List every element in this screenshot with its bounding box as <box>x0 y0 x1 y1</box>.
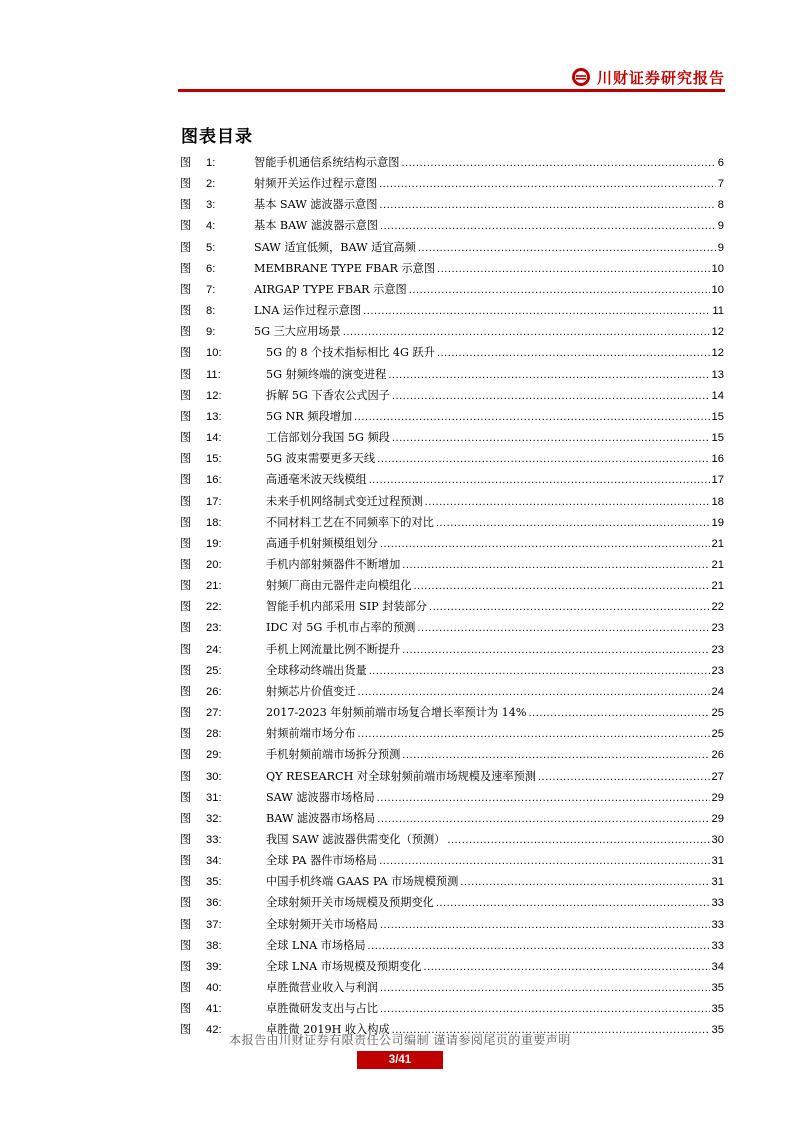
figure-title: 全球 PA 器件市场格局 <box>266 854 378 868</box>
figure-title: 卓胜微营业收入与利润 <box>266 981 378 995</box>
figure-prefix: 图 <box>180 1023 192 1037</box>
figure-title: 手机内部射频器件不断增加 <box>266 557 401 571</box>
figure-prefix: 图 <box>180 642 192 656</box>
dot-leader <box>363 301 710 322</box>
figure-number: 16: <box>206 474 222 487</box>
figure-prefix: 图 <box>180 1002 192 1016</box>
toc-entry[interactable] <box>180 914 724 935</box>
figure-number: 38: <box>206 939 222 952</box>
toc-entry[interactable] <box>180 342 724 363</box>
page-number: 25 <box>711 707 724 720</box>
toc-entry[interactable] <box>180 427 724 448</box>
figure-prefix: 图 <box>180 833 192 846</box>
dot-leader <box>377 788 710 809</box>
toc-entry[interactable] <box>180 406 724 427</box>
figure-number: 1: <box>206 157 216 169</box>
page-number: 29 <box>711 791 724 804</box>
page-number: 10 <box>711 262 724 275</box>
figure-title: 射频前端市场分布 <box>266 727 356 741</box>
dot-leader <box>358 724 710 745</box>
figure-number: 35: <box>206 876 222 889</box>
page-number: 24 <box>711 685 724 698</box>
figure-prefix: 图 <box>180 706 192 720</box>
page-number: 15 <box>711 432 724 445</box>
figure-number: 37: <box>206 918 222 931</box>
figure-prefix: 图 <box>180 557 192 571</box>
figure-number: 30: <box>206 770 222 783</box>
figure-title: 全球 LNA 市场规模及预期变化 <box>266 959 422 973</box>
dot-leader <box>402 745 709 766</box>
page-number: 23 <box>711 643 724 656</box>
figure-number: 32: <box>206 812 222 825</box>
figure-title: 智能手机内部采用 SIP 封装部分 <box>266 600 427 614</box>
figure-number: 29: <box>206 749 222 762</box>
figure-title: AIRGAP TYPE FBAR 示意图 <box>254 282 407 296</box>
figure-title: 手机上网流量比例不断提升 <box>266 642 401 656</box>
dot-leader <box>402 640 709 661</box>
toc-entry[interactable] <box>180 533 724 554</box>
dot-leader <box>380 216 716 237</box>
dot-leader <box>377 809 709 830</box>
figure-prefix: 图 <box>180 981 192 995</box>
page-indicator: 3/41 <box>357 1051 443 1069</box>
figure-title: BAW 滤波器市场格局 <box>266 811 376 825</box>
page-number: 6 <box>717 157 724 169</box>
dot-leader <box>447 830 709 851</box>
figure-number: 12: <box>206 389 222 402</box>
dot-leader <box>368 936 710 957</box>
page-number: 13 <box>711 368 724 381</box>
dot-leader <box>437 259 710 280</box>
toc-entry[interactable] <box>180 744 724 765</box>
figure-title: 全球 LNA 市场格局 <box>266 938 366 952</box>
page-number: 33 <box>711 939 724 952</box>
figure-title: 5G NR 频段增加 <box>266 409 353 423</box>
figure-number: 17: <box>206 495 222 508</box>
figure-prefix: 图 <box>180 177 192 191</box>
dot-leader <box>429 597 710 618</box>
figure-prefix: 图 <box>180 663 192 677</box>
page-number: 8 <box>717 199 724 212</box>
toc-entry[interactable] <box>180 702 724 723</box>
toc-title: 图表目录 <box>181 127 253 147</box>
figure-number: 25: <box>206 664 222 677</box>
page-number: 7 <box>717 178 724 191</box>
page-number: 22 <box>711 601 724 614</box>
dot-leader <box>379 174 716 195</box>
figure-prefix: 图 <box>180 346 192 360</box>
figure-prefix: 图 <box>180 409 192 423</box>
figure-number: 39: <box>206 960 222 973</box>
dot-leader <box>388 365 709 386</box>
figure-prefix: 图 <box>180 579 192 593</box>
dot-leader <box>380 534 710 555</box>
toc-entry[interactable] <box>180 279 724 300</box>
figure-title: 未来手机网络制式变迁过程预测 <box>266 494 423 508</box>
figure-prefix: 图 <box>180 282 192 296</box>
figure-title: 基本 BAW 滤波器示意图 <box>254 219 378 233</box>
figure-number: 23: <box>206 622 222 635</box>
figure-number: 40: <box>206 982 222 995</box>
figure-number: 24: <box>206 643 222 656</box>
toc-entry[interactable] <box>180 660 724 681</box>
figure-number: 27: <box>206 707 222 720</box>
toc-entry[interactable] <box>180 871 724 892</box>
toc-entry[interactable] <box>180 956 724 977</box>
toc-list <box>180 152 724 1041</box>
toc-entry[interactable] <box>180 385 724 406</box>
figure-prefix: 图 <box>180 769 192 783</box>
figure-title: 高通手机射频模组划分 <box>266 536 378 550</box>
figure-title: SAW 适宜低频，BAW 适宜高频 <box>254 240 416 254</box>
figure-title: 全球射频开关市场规模及预期变化 <box>266 896 434 910</box>
page-number: 16 <box>711 453 724 466</box>
figure-title: 中国手机终端 GAAS PA 市场规模预测 <box>266 875 459 889</box>
figure-number: 18: <box>206 516 222 529</box>
figure-number: 13: <box>206 410 222 423</box>
header-brand <box>571 63 725 91</box>
page-number: 9 <box>717 220 724 233</box>
figure-title: QY RESEARCH 对全球射频前端市场规模及速率预测 <box>266 769 536 783</box>
toc-entry[interactable] <box>180 448 724 469</box>
figure-prefix: 图 <box>180 494 192 508</box>
dot-leader <box>423 957 709 978</box>
dot-leader <box>354 407 709 428</box>
toc-entry[interactable] <box>180 512 724 533</box>
page-number: 21 <box>711 537 724 550</box>
figure-title: 卓胜微 2019H 收入构成 <box>266 1023 390 1037</box>
toc-entry[interactable] <box>180 152 724 173</box>
dot-leader <box>436 513 710 534</box>
figure-prefix: 图 <box>180 261 192 275</box>
toc-entry[interactable] <box>180 596 724 617</box>
figure-title: 智能手机通信系统结构示意图 <box>254 156 400 169</box>
toc-entry[interactable] <box>180 892 724 913</box>
figure-number: 14: <box>206 432 222 445</box>
figure-title: 不同材料工艺在不同频率下的对比 <box>266 515 434 529</box>
figure-number: 8: <box>206 305 216 318</box>
figure-prefix: 图 <box>180 536 192 550</box>
figure-title: 射频厂商由元器件走向模组化 <box>266 579 412 593</box>
dot-leader <box>343 322 710 343</box>
figure-number: 36: <box>206 897 222 910</box>
figure-title: 5G 的 8 个技术指标相比 4G 跃升 <box>266 346 435 360</box>
toc-entry[interactable] <box>180 766 724 787</box>
figure-title: 5G 波束需要更多天线 <box>266 452 376 466</box>
figure-prefix: 图 <box>180 304 192 318</box>
toc-entry[interactable] <box>180 491 724 512</box>
toc-entry[interactable] <box>180 681 724 702</box>
figure-prefix: 图 <box>180 727 192 741</box>
figure-title: 5G 三大应用场景 <box>254 325 341 339</box>
figure-number: 31: <box>206 791 222 804</box>
figure-number: 6: <box>206 262 216 275</box>
figure-title: 5G 射频终端的演变进程 <box>266 367 387 381</box>
page-number: 17 <box>711 474 724 487</box>
figure-title: 卓胜微研发支出与占比 <box>266 1002 378 1016</box>
dot-leader <box>380 999 710 1020</box>
page-number: 11 <box>712 305 724 318</box>
page-number: 18 <box>711 495 724 508</box>
figure-prefix: 图 <box>180 621 192 635</box>
figure-number: 2: <box>206 178 216 191</box>
figure-prefix: 图 <box>180 917 192 931</box>
figure-title: 全球移动终端出货量 <box>266 663 367 677</box>
toc-entry[interactable] <box>180 639 724 660</box>
dot-leader <box>380 915 710 936</box>
figure-title: SAW 滤波器市场格局 <box>266 790 375 804</box>
footer-disclaimer: 本报告由川财证券有限责任公司编制 谨请参阅尾页的重要声明 <box>229 1033 571 1047</box>
toc-entry[interactable] <box>180 321 724 342</box>
figure-number: 15: <box>206 453 222 466</box>
dot-leader <box>379 195 715 216</box>
figure-title: 2017-2023 年射频前端市场复合增长率预计为 14% <box>266 706 527 720</box>
figure-prefix: 图 <box>180 875 192 889</box>
figure-prefix: 图 <box>180 156 192 169</box>
dot-leader <box>401 153 715 174</box>
page-number: 23 <box>711 664 724 677</box>
page-number: 12 <box>711 326 724 339</box>
dot-leader <box>437 343 710 364</box>
page-number: 10 <box>711 283 724 296</box>
dot-leader <box>369 470 710 491</box>
page-number: 21 <box>711 580 724 593</box>
figure-title: 高通毫米波天线模组 <box>266 473 367 487</box>
page-number: 9 <box>717 241 724 254</box>
page-number: 25 <box>711 728 724 741</box>
dot-leader <box>409 280 710 301</box>
figure-title: 射频开关运作过程示意图 <box>254 177 378 191</box>
figure-prefix: 图 <box>180 325 192 339</box>
figure-prefix: 图 <box>180 367 192 381</box>
page-number: 34 <box>711 960 724 973</box>
toc-entry[interactable] <box>180 829 724 850</box>
toc-entry[interactable] <box>180 723 724 744</box>
page-number: 29 <box>711 812 724 825</box>
figure-title: 拆解 5G 下香农公式因子 <box>266 388 390 402</box>
dot-leader <box>425 492 710 513</box>
figure-number: 20: <box>206 558 222 571</box>
dot-leader <box>392 386 710 407</box>
figure-prefix: 图 <box>180 854 192 868</box>
figure-prefix: 图 <box>180 473 192 487</box>
toc-entry[interactable] <box>180 258 724 279</box>
page-number: 33 <box>711 918 724 931</box>
figure-number: 4: <box>206 220 216 233</box>
toc-entry[interactable] <box>180 469 724 490</box>
figure-prefix: 图 <box>180 219 192 233</box>
toc-entry[interactable] <box>180 977 724 998</box>
figure-number: 41: <box>206 1003 222 1016</box>
page-number: 26 <box>711 749 724 762</box>
dot-leader <box>380 978 710 999</box>
figure-prefix: 图 <box>180 748 192 762</box>
figure-prefix: 图 <box>180 388 192 402</box>
dot-leader <box>379 851 709 872</box>
dot-leader <box>358 682 710 703</box>
toc-entry[interactable] <box>180 575 724 596</box>
figure-title: 工信部划分我国 5G 频段 <box>266 431 390 445</box>
figure-prefix: 图 <box>180 515 192 529</box>
figure-number: 22: <box>206 601 222 614</box>
figure-number: 28: <box>206 728 222 741</box>
toc-entry[interactable] <box>180 364 724 385</box>
page-number: 31 <box>711 876 724 889</box>
figure-number: 9: <box>206 326 216 339</box>
dot-leader <box>436 893 710 914</box>
dot-leader <box>369 661 710 682</box>
figure-prefix: 图 <box>180 896 192 910</box>
page-number: 15 <box>711 410 724 423</box>
page-number: 14 <box>711 389 724 402</box>
figure-prefix: 图 <box>180 790 192 804</box>
page-number: 27 <box>711 770 724 783</box>
page-number: 12 <box>711 347 724 360</box>
figure-number: 7: <box>206 283 216 296</box>
toc-entry[interactable] <box>180 194 724 215</box>
dot-leader <box>529 703 710 724</box>
brand-name: 川财证券研究报告 <box>596 68 725 87</box>
figure-prefix: 图 <box>180 811 192 825</box>
dot-leader <box>392 428 710 449</box>
toc-entry[interactable] <box>180 617 724 638</box>
dot-leader <box>377 449 709 470</box>
figure-prefix: 图 <box>180 198 192 212</box>
page-number: 19 <box>711 516 724 529</box>
figure-prefix: 图 <box>180 938 192 952</box>
dot-leader <box>460 872 709 893</box>
toc-entry[interactable] <box>180 300 724 321</box>
page-number: 35 <box>711 1024 724 1037</box>
toc-entry[interactable] <box>180 808 724 829</box>
figure-number: 5: <box>206 241 216 254</box>
dot-leader <box>413 576 709 597</box>
page-number: 31 <box>711 855 724 868</box>
figure-title: 全球射频开关市场格局 <box>266 917 378 931</box>
toc-entry[interactable] <box>180 935 724 956</box>
figure-prefix: 图 <box>180 240 192 254</box>
toc-entry[interactable] <box>180 173 724 194</box>
toc-entry[interactable] <box>180 998 724 1019</box>
chuancai-logo-icon <box>571 67 591 87</box>
dot-leader <box>538 767 710 788</box>
figure-title: 我国 SAW 滤波器供需变化（预测） <box>266 833 446 846</box>
toc-entry[interactable] <box>180 850 724 871</box>
figure-title: 基本 SAW 滤波器示意图 <box>254 198 378 212</box>
figure-number: 10: <box>206 347 222 360</box>
figure-prefix: 图 <box>180 600 192 614</box>
toc-entry[interactable] <box>180 554 724 575</box>
page-number: 21 <box>711 558 724 571</box>
figure-prefix: 图 <box>180 959 192 973</box>
figure-number: 42: <box>206 1024 222 1037</box>
figure-title: 射频芯片价值变迁 <box>266 684 356 698</box>
figure-number: 19: <box>206 537 222 550</box>
figure-prefix: 图 <box>180 452 192 466</box>
figure-title: 手机射频前端市场拆分预测 <box>266 748 401 762</box>
figure-number: 26: <box>206 685 222 698</box>
figure-number: 34: <box>206 855 222 868</box>
dot-leader <box>402 555 709 576</box>
figure-number: 33: <box>206 834 222 846</box>
dot-leader <box>417 618 709 639</box>
figure-number: 3: <box>206 199 216 212</box>
figure-title: LNA 运作过程示意图 <box>254 304 362 318</box>
page-number: 35 <box>711 1003 724 1016</box>
page-number: 23 <box>711 622 724 635</box>
toc-entry[interactable] <box>180 215 724 236</box>
figure-number: 11: <box>206 368 221 381</box>
header-divider <box>178 89 725 92</box>
dot-leader <box>418 238 716 259</box>
toc-entry[interactable] <box>180 237 724 258</box>
figure-number: 21: <box>206 580 222 593</box>
figure-title: MEMBRANE TYPE FBAR 示意图 <box>254 261 436 275</box>
page-number: 30 <box>711 834 724 846</box>
toc-entry[interactable] <box>180 787 724 808</box>
figure-prefix: 图 <box>180 431 192 445</box>
figure-prefix: 图 <box>180 684 192 698</box>
page-number: 33 <box>711 897 724 910</box>
figure-title: IDC 对 5G 手机市占率的预测 <box>266 621 416 635</box>
page-number: 35 <box>711 982 724 995</box>
